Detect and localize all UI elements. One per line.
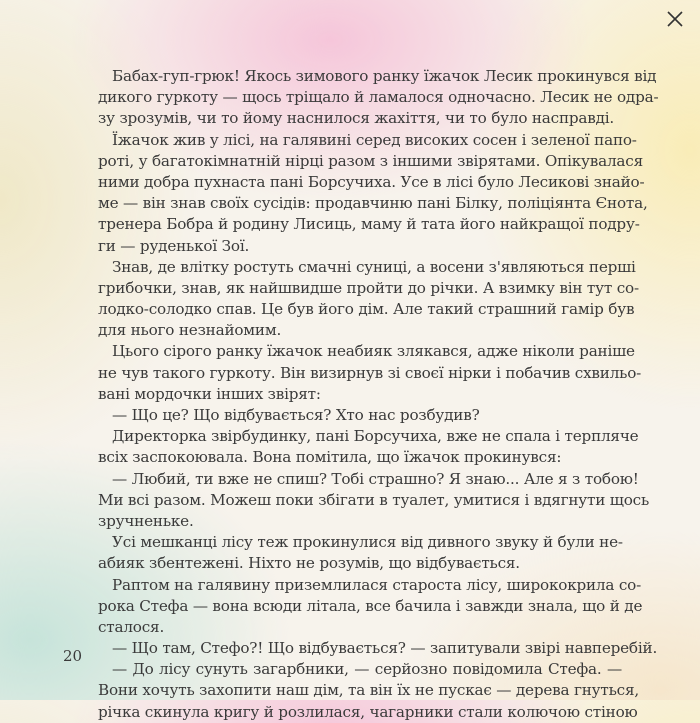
text-line: абияк збентежені. Ніхто не розумів, що відбувається. xyxy=(98,554,520,573)
page-number: 20 xyxy=(63,647,83,665)
text-line: Бабах-гуп-грюк! Якось зимового ранку їжачок Лесик прокинувся від xyxy=(112,67,657,85)
text-line: роті, у багатокімнатній нірці разом з іншими звірятами. Опікувалася xyxy=(98,151,643,170)
text-line: рока Стефа — вона всюди літала, все бачила і завжди знала, що й де xyxy=(98,596,643,615)
close-icon xyxy=(663,7,687,31)
text-line: для нього незнайомим. xyxy=(98,321,282,340)
text-line: ме — він знав своїх сусідів: продавчиню пані Білку, поліціянта Єнота, xyxy=(98,194,648,213)
text-line: Ми всі разом. Можеш поки збігати в туалет, умитися і вдягнути щось xyxy=(98,490,650,509)
text-line: не чув такого гуркоту. Він визирнув зі своєї нірки і побачив схвильо- xyxy=(98,363,642,382)
text-line: — Любий, ти вже не спиш? Тобі страшно? Я знаю... Але я з тобою! xyxy=(112,469,639,488)
text-line: Раптом на галявину приземлилася староста лісу, ширококрила со- xyxy=(112,575,642,594)
text-line: — Що це? Що відбувається? Хто нас розбудив? xyxy=(112,406,480,424)
text-line: сталося. xyxy=(98,617,165,636)
text-line: Вони хочуть захопити наш дім, та він їх не пускає — дерева гнуться, xyxy=(98,681,639,700)
text-line: ними добра пухнаста пані Борсучиха. Усе в лісі було Лесикові знайо- xyxy=(98,172,645,191)
text-line: Їжачок жив у лісі, на галявині серед високих сосен і зеленої папо- xyxy=(112,130,637,149)
text-line: Усі мешканці лісу теж прокинулися від дивного звуку й були не- xyxy=(112,533,623,552)
page-body-text xyxy=(98,66,659,723)
text-line: зручненьке. xyxy=(98,511,194,530)
text-line: — До лісу сунуть загарбники, — серйозно повідомила Стефа. — xyxy=(112,660,622,679)
text-line: зу зрозумів, чи то йому наснилося жахіття, чи то було насправді. xyxy=(98,109,615,128)
text-line: Знав, де влітку ростуть смачні суниці, а восени з'являються перші xyxy=(112,257,636,276)
text-line: Цього сірого ранку їжачок неабияк злякався, адже ніколи раніше xyxy=(112,342,635,361)
text-line: грибочки, знав, як найшвидше пройти до річки. А взимку він тут со- xyxy=(98,278,639,297)
text-line: всіх заспокоювала. Вона помітила, що їжачок прокинувся: xyxy=(98,448,562,467)
text-line: річка скинула кригу й розлилася, чагарники стали колючою стіною xyxy=(98,702,638,721)
text-line: — Що там, Стефо?! Що відбувається? — запитували звірі навперебій. xyxy=(112,639,658,658)
text-line: Директорка звірбудинку, пані Борсучиха, вже не спала і терпляче xyxy=(112,427,639,446)
text-line: ги — руденької Зої. xyxy=(98,236,250,255)
close-button[interactable] xyxy=(663,7,687,31)
text-line: лодко-солодко спав. Це був його дім. Але такий страшний гамір був xyxy=(98,300,635,319)
text-line: вані мордочки інших звірят: xyxy=(98,384,321,403)
text-line: дикого гуркоту — щось тріщало й ламалося одночасно. Лесик не одра- xyxy=(98,88,659,107)
text-line: тренера Бобра й родину Лисиць, маму й тата його найкращої подру- xyxy=(98,215,640,234)
